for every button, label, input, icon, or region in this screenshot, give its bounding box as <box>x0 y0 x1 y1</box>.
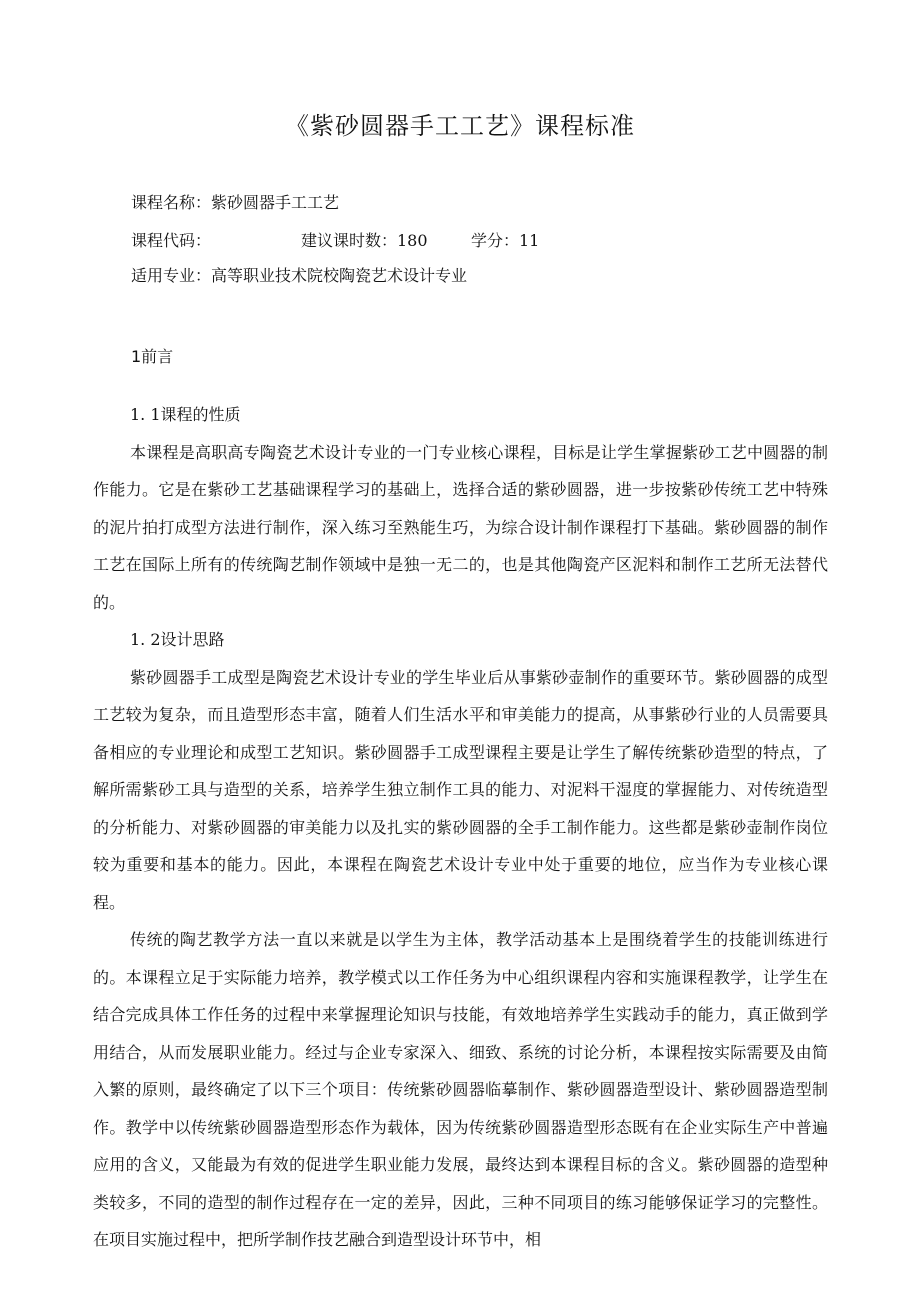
course-code-line <box>131 228 539 251</box>
course-credits: 学分：11 <box>471 231 540 250</box>
paragraph-nature: 本课程是高职高专陶瓷艺术设计专业的一门专业核心课程，目标是让学生掌握紫砂工艺中圆器的制作能力。它是在紫砂工艺基础课程学习的基础上，选择合适的紫砂圆器，进一步按紫砂传统工艺中特殊的泥片拍打成型方法进行制作，深入练习至熟能生巧，为综合设计制作课程打下基础。紫砂圆器的制作工艺在国际上所有的传统陶艺制作领域中是独一无二的，也是其他陶瓷产区泥料和制作工艺所无法替代的。 <box>93 442 828 612</box>
section-body <box>93 396 828 1259</box>
course-name-line <box>131 190 339 213</box>
section-heading-preface: 1前言 <box>131 347 174 366</box>
paragraph-design-1: 紫砂圆器手工成型是陶瓷艺术设计专业的学生毕业后从事紫砂壶制作的重要环节。紫砂圆器的成型工艺较为复杂，而且造型形态丰富，随着人们生活水平和审美能力的提高，从事紫砂行业的人员需要具备相应的专业理论和成型工艺知识。紫砂圆器手工成型课程主要是让学生了解传统紫砂造型的特点，了解所需紫砂工具与造型的关系，培养学生独立制作工具的能力、对泥料干湿度的掌握能力、对传统造型的分析能力、对紫砂圆器的审美能力以及扎实的紫砂圆器的全手工制作能力。这些都是紫砂壶制作岗位较为重要和基本的能力。因此，本课程在陶瓷艺术设计专业中处于重要的地位，应当作为专业核心课程。 <box>93 667 828 912</box>
applicable-major: 适用专业：高等职业技术院校陶瓷艺术设计专业 <box>131 266 468 285</box>
course-hours: 建议课时数：180 <box>301 231 428 250</box>
subsection-heading-design: 1. 2设计思路 <box>130 630 225 649</box>
course-name: 课程名称：紫砂圆器手工工艺 <box>131 193 340 212</box>
paragraph-design-2: 传统的陶艺教学方法一直以来就是以学生为主体，教学活动基本上是围绕着学生的技能训练进行的。本课程立足于实际能力培养，教学模式以工作任务为中心组织课程内容和实施课程教学，让学生在结合完成具体工作任务的过程中来掌握理论知识与技能，有效地培养学生实践动手的能力，真正做到学用结合，从而发展职业能力。经过与企业专家深入、细致、系统的讨论分析，本课程按实际需要及由简入繁的原则，最终确定了以下三个项目：传统紫砂圆器临摹制作、紫砂圆器造型设计、紫砂圆器造型制作。教学中以传统紫砂圆器造型形态作为载体，因为传统紫砂圆器造型形态既有在企业实际生产中普遍应用的含义，又能最为有效的促进学生职业能力发展，最终达到本课程目标的含义。紫砂圆器的造型种类较多，不同的造型的制作过程存在一定的差异，因此，三种不同项目的练习能够保证学习的完整性。在项目实施过程中，把所学制作技艺融合到造型设计环节中，相 <box>93 930 828 1249</box>
applicable-major-line <box>131 263 467 286</box>
course-code: 课程代码： <box>131 231 212 250</box>
subsection-heading-nature: 1. 1课程的性质 <box>130 405 241 424</box>
document-title: 《紫砂圆器手工工艺》课程标准 <box>285 112 635 140</box>
